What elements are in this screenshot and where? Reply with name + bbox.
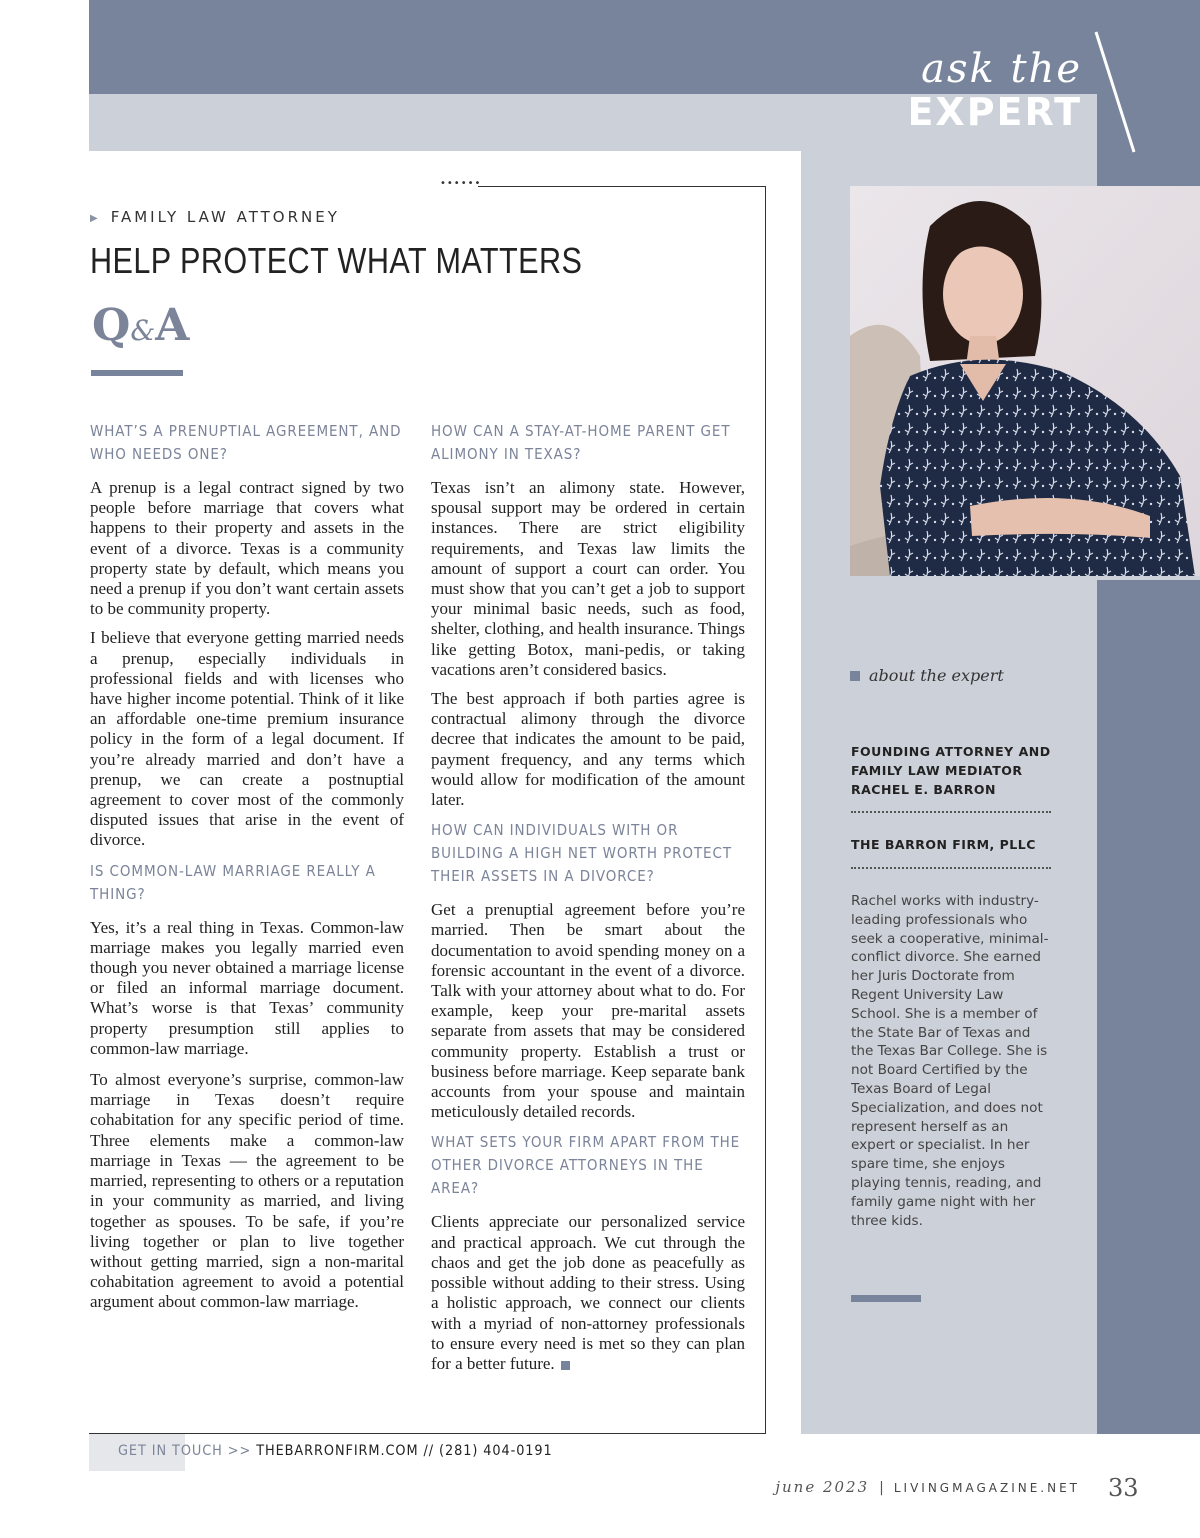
question-heading: HOW CAN INDIVIDUALS WITH OR BUILDING A HIGH NET WORTH PROTECT THEIR ASSETS IN A DIVORCE?	[431, 821, 732, 886]
kicker-text: FAMILY LAW ATTORNEY	[110, 208, 340, 226]
expert-bio: Rachel works with industry-leading professionals who seek a cooperative, minimal-conflict divorce. She earned her Juris Doctorate from Regent University Law School. She is a member of the State Bar of Texas and the Texas Bar College. She is not Board Certified by the Texas Board of Legal Specialization, and does not represent herself as an expert or specialist. In her spare time, she enjoys playing tennis, reading, and family game night with her three kids.	[851, 893, 1049, 1229]
page-number: 33	[1108, 1474, 1139, 1502]
magazine-site: LIVINGMAGAZINE.NET	[893, 1481, 1080, 1495]
accent-block-right	[1097, 580, 1200, 1434]
frame-line-top	[478, 186, 766, 187]
bio-rule	[851, 1295, 921, 1302]
frame-line-right	[765, 186, 766, 1434]
question-heading: WHAT SETS YOUR FIRM APART FROM THE OTHER DIVORCE ATTORNEYS IN THE AREA?	[431, 1133, 741, 1198]
issue-date: june 2023	[775, 1478, 870, 1496]
page-footer	[775, 1478, 1080, 1497]
article-column-left	[90, 420, 404, 1322]
frame-line-bottom	[89, 1433, 766, 1434]
qa-a: A	[155, 300, 190, 351]
frame-dots: ••••••	[440, 178, 482, 189]
end-mark-icon	[561, 1361, 570, 1370]
website-link[interactable]: THEBARRONFIRM.COM	[256, 1443, 419, 1459]
article-column-right	[431, 420, 745, 1383]
question-heading: IS COMMON-LAW MARRIAGE REALLY A THING?	[90, 861, 376, 903]
qa-q: Q	[92, 300, 131, 351]
answer-paragraph: Get a prenuptial agreement before you’re married. Then be smart about the documentation to avoid spending money on a forensic accountant in the event of a divorce. Talk with your attorney about what to do. For example, keep your pre-marital assets separate from assets that may be considered community property. Establish a trust or business before marriage. Keep separate bank accounts from your spouse and maintain meticulously detailed records.	[431, 900, 745, 1122]
qa-ampersand: &	[130, 314, 156, 347]
footer-separator: |	[879, 1480, 884, 1496]
qa-label	[92, 300, 189, 351]
firm-name: THE BARRON FIRM, PLLC	[851, 837, 1036, 852]
answer-paragraph: Yes, it’s a real thing in Texas. Common-law marriage makes you legally married even though you never obtained a marriage license or filed an informal marriage document. What’s worse is that Texas’ community property presumption still applies to common-law marriage.	[90, 917, 404, 1058]
answer-paragraph: I believe that everyone getting married needs a prenup, especially individuals in professional fields and with licenses who have higher income potential. Think of it like an affordable one-time premium insurance policy in the form of a legal document. If you’re already married and don’t have a prenup, we can create a postnuptial agreement to cover most of the commonly disputed issues that arise in the event of divorce.	[90, 628, 404, 850]
expert-title-block	[851, 742, 1051, 799]
section-title-ask: ask the	[921, 46, 1082, 92]
dotted-divider	[851, 867, 1051, 869]
expert-title-line: FOUNDING ATTORNEY AND	[851, 744, 1051, 759]
contact-label: GET IN TOUCH >>	[118, 1443, 252, 1459]
about-label-text: about the expert	[869, 666, 1004, 685]
qa-rule	[91, 370, 183, 376]
contact-divider: //	[423, 1443, 435, 1459]
question-heading: WHAT’S A PRENUPTIAL AGREEMENT, AND WHO NEEDS ONE?	[90, 422, 402, 463]
square-bullet-icon	[850, 671, 860, 681]
answer-paragraph: A prenup is a legal contract signed by two people before marriage that covers what happens to their property and assets in the event of a divorce. Texas is a community property state by default, which means you need a prenup if you don’t want certain assets to be community property.	[90, 478, 404, 619]
expert-title-line: FAMILY LAW MEDIATOR	[851, 763, 1023, 778]
section-title-expert: EXPERT	[907, 90, 1082, 134]
article-kicker	[90, 208, 340, 226]
contact-line	[118, 1443, 553, 1459]
slash-decoration	[1090, 30, 1140, 155]
dotted-divider	[851, 811, 1051, 813]
question-heading: HOW CAN A STAY-AT-HOME PARENT GET ALIMONY IN TEXAS?	[431, 422, 731, 463]
article-headline: HELP PROTECT WHAT MATTERS	[90, 240, 583, 281]
about-the-expert-label	[850, 666, 1004, 685]
answer-paragraph: Texas isn’t an alimony state. However, spousal support may be ordered in certain instances. There are strict eligibility requirements, and Texas law limits the amount of support a court can order. You must show that you can’t get a job to support your minimal basic needs, such as food, shelter, clothing, and health insurance. Things like getting Botox, mani-pedis, or taking vacations aren’t considered basics.	[431, 478, 745, 679]
triangle-icon: ▶	[90, 213, 101, 224]
answer-paragraph	[431, 1212, 745, 1374]
expert-name: RACHEL E. BARRON	[851, 782, 996, 797]
expert-portrait-photo	[850, 186, 1200, 576]
phone-number[interactable]: (281) 404-0191	[439, 1443, 553, 1459]
answer-paragraph: To almost everyone’s surprise, common-law marriage in Texas doesn’t require cohabitation for any specific period of time. Three elements make a common-law marriage in Texas — the agreement to be married, representing to others or a reputation in your community as married, and living together as spouses. To be safe, if you’re living together or plan to live together without getting married, sign a non-marital cohabitation agreement to avoid a potential argument about common-law marriage.	[90, 1070, 404, 1312]
answer-paragraph: The best approach if both parties agree is contractual alimony through the divorce decree that indicates the amount to be paid, payment frequency, and any terms which would allow for modification of the amount later.	[431, 689, 745, 810]
answer-text: Clients appreciate our personalized service and practical approach. We cut through the chaos and get the job done as peacefully as possible without adding to their stress. Using a holistic approach, we connect our clients with a myriad of non-attorney professionals to ensure every need is met so they can plan for a better future.	[431, 1212, 745, 1373]
